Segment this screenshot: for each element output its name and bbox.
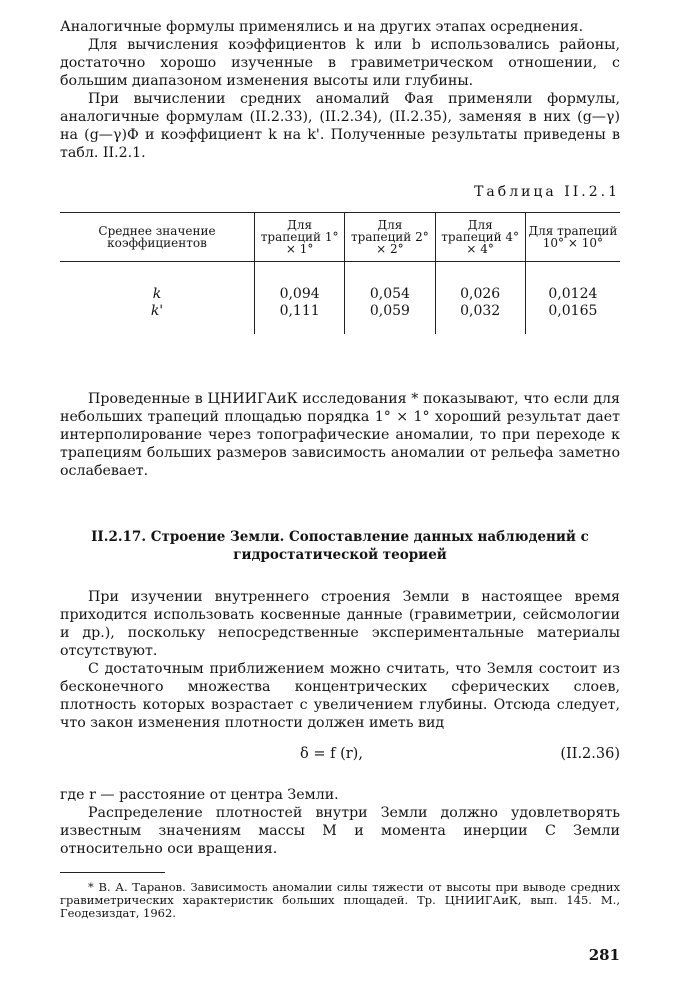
table-cell: 0,032	[435, 303, 525, 320]
formula-row	[60, 746, 620, 766]
paragraph-3: При вычислении средних аномалий Фая применяли формулы, аналогичные формулам (II.2.33), (II.2.34), (II.2.35), заменяя в них (g—γ) на (g—γ)Ф и коэффициент k на k'. Полученные результаты приведены в табл. II.2.1.	[60, 91, 620, 161]
paragraph-4: Проведенные в ЦНИИГАиК исследования * показывают, что если для небольших трапеций площадью порядка 1° × 1° хороший результат дает интерполирование через топографические аномалии, то при переходе к трапециям больших размеров зависимость аномалии от рельефа заметно ослабевает.	[60, 391, 620, 479]
section-heading: II.2.17. Строение Земли. Сопоставление данных наблюдений с гидростатической теорией	[91, 529, 589, 563]
table-cell: 0,0124	[525, 286, 620, 303]
formula: δ = f (r),	[300, 746, 363, 762]
table-row	[60, 303, 620, 320]
paragraph-5: При изучении внутреннего строения Земли в настоящее время приходится использовать косвенные данные (гравиметрии, сейсмологии и др.), поскольку непосредственные экспериментальные материалы отсутствуют.	[60, 589, 620, 659]
table-cell: 0,054	[345, 286, 435, 303]
table-header-row	[60, 213, 620, 262]
paragraph-8: Распределение плотностей внутри Земли должно удовлетворять известным значениям массы M и момента инерции C Земли относительно оси вращения.	[60, 805, 620, 857]
paragraph-1: Аналогичные формулы применялись и на других этапах осреднения.	[60, 19, 584, 35]
header-1x1: Для трапеций 1° × 1°	[255, 213, 345, 262]
table-cell: 0,094	[255, 286, 345, 303]
table-cell: 0,059	[345, 303, 435, 320]
coefficients-table	[60, 212, 620, 334]
row-coefficient-k: k	[152, 286, 162, 302]
table-cell: 0,026	[435, 286, 525, 303]
header-10x10: Для трапеций 10° × 10°	[525, 213, 620, 262]
paragraph-6: С достаточным приближением можно считать, что Земля состоит из бесконечного множества концентрических сферических слоев, плотность которых возрастает с увеличением глубины. Отсюда следует, что закон изменения плотности должен иметь вид	[60, 661, 620, 731]
paragraph-7: где r — расстояние от центра Земли.	[60, 787, 339, 803]
header-2x2: Для трапеций 2° × 2°	[345, 213, 435, 262]
paragraph-2: Для вычисления коэффициентов k или b использовались районы, достаточно хорошо изученные в гравиметрическом отношении, с большим диапазоном изменения высоты или глубины.	[60, 37, 620, 89]
formula-number: (II.2.36)	[560, 746, 620, 762]
row-coefficient-k-prime: k'	[150, 303, 164, 319]
header-mean-coefficient: Среднее значение коэффициентов	[98, 224, 216, 250]
table-cell: 0,111	[255, 303, 345, 320]
page-number: 281	[588, 946, 620, 964]
header-4x4: Для трапеций 4° × 4°	[435, 213, 525, 262]
table-cell: 0,0165	[525, 303, 620, 320]
page-body	[60, 18, 620, 920]
footnote-divider	[60, 872, 165, 873]
footnote: * В. А. Таранов. Зависимость аномалии силы тяжести от высоты при выводе средних гравиметрических характеристик больших площадей. Тр. ЦНИИГАиК, вып. 145. М., Геодезиздат, 1962.	[60, 880, 620, 920]
table-row	[60, 286, 620, 303]
table-caption: Таблица II.2.1	[474, 184, 620, 200]
